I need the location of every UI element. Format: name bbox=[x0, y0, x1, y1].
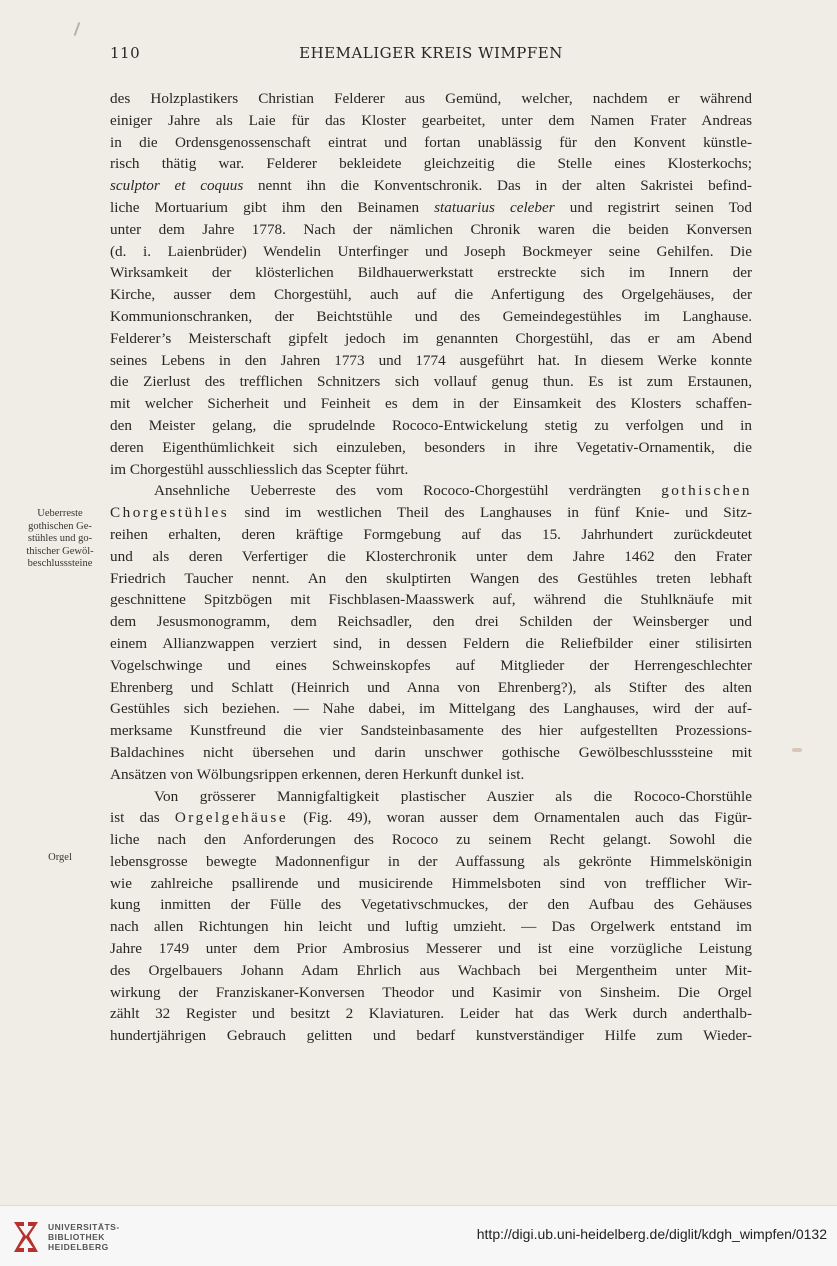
text-line: in die Ordensgenossenschaft eintrat und fortan unablässig für den Konvent künstle- bbox=[110, 133, 752, 151]
text-segment: und registrirt seinen Tod bbox=[554, 198, 752, 216]
text-line bbox=[110, 175, 752, 197]
italic-phrase: sculptor et coquus bbox=[110, 177, 244, 195]
text-line: Friedrich Taucher nennt. An den skulptirten Wangen des Gestühles treten lebhaft bbox=[110, 569, 752, 587]
text-line: den Meister gelang, die sprudelnde Rococo-Entwickelung stetig zu verfolgen und in bbox=[110, 416, 752, 434]
text-line: unter dem Jahre 1778. Nach der nämlichen Chronik waren die beiden Konversen bbox=[110, 220, 752, 238]
library-name-line: HEIDELBERG bbox=[48, 1242, 109, 1252]
text-line: liche nach den Anforderungen des Rococo zu seinem Recht gelangt. Sowohl die bbox=[110, 831, 752, 849]
text-line: geschnittene Spitzbögen mit Fischblasen-Maasswerk auf, während die Stuhlknäufe mit bbox=[110, 591, 752, 609]
text-line: Gestühles sich beziehen. — Nahe dabei, im Mittelgang des Langhauses, wird der auf- bbox=[110, 700, 752, 718]
text-line: reihen erhalten, deren kräftige Formgebung auf das 15. Jahrhundert zurückdeutet bbox=[110, 525, 752, 543]
margin-note-line: thischer Gewöl- bbox=[26, 545, 94, 557]
text-line: merksame Kunstfreund die vier Sandsteinbasamente des hier aufgestellten Prozessions- bbox=[110, 722, 752, 740]
text-segment: (Fig. 49), woran ausser dem Ornamentalen auch das Figür- bbox=[288, 809, 752, 827]
text-segment: Ansehnliche Ueberreste des vom Rococo-Chorgestühl verdrängten bbox=[154, 482, 662, 500]
text-line: des Orgelbauers Johann Adam Ehrlich aus Wachbach bei Mergentheim unter Mit- bbox=[110, 961, 752, 979]
margin-note-line: stühles und go- bbox=[27, 533, 93, 544]
margin-note-line: beschlusssteine bbox=[27, 558, 93, 569]
text-line: Wirksamkeit der klösterlichen Bildhauerwerkstatt erstreckte sich im Innern der bbox=[110, 264, 752, 282]
text-line: im Chorgestühl ausschliesslich das Scepter führt. bbox=[110, 460, 409, 478]
text-line: mit welcher Sicherheit und Feinheit es dem in der Einsamkeit des Klosters schaffen- bbox=[110, 395, 752, 413]
text-line: einem Allianzwappen verziert sind, in dessen Feldern die Reliefbilder einer stilisirten bbox=[110, 634, 752, 652]
text-line: seines Lebens in den Jahren 1773 und 1774 ausgeführt hat. In diesem Werke konnte bbox=[110, 351, 752, 369]
text-line: nach allen Richtungen hin leicht und luftig umzieht. — Das Orgelwerk entstand im bbox=[110, 918, 752, 936]
library-name-line: BIBLIOTHEK bbox=[48, 1232, 105, 1242]
text-line: Von grösserer Mannigfaltigkeit plastischer Auszier als die Rococo-Chorstühle bbox=[154, 787, 752, 805]
margin-note-line: Ueberreste bbox=[37, 508, 83, 519]
text-line: dem Jesusmonogramm, dem Reichsadler, den drei Schilden der Weinsberger und bbox=[110, 613, 752, 631]
ub-heidelberg-logo-icon[interactable] bbox=[10, 1216, 40, 1258]
spaced-keyword: Chorgestühles bbox=[110, 504, 230, 522]
text-line: Kirche, ausser dem Chorgestühl, auch auf die Anfertigung des Orgelgehäuses, der bbox=[110, 286, 752, 304]
text-line: risch thätig war. Felderer bekleidete gleichzeitig die Stelle eines Klosterkochs; bbox=[110, 155, 752, 173]
text-segment: liche Mortuarium gibt ihm den Beinamen bbox=[110, 198, 435, 216]
text-segment: ist das bbox=[110, 809, 175, 827]
margin-note-line: gothischen Ge- bbox=[28, 520, 92, 532]
pencil-mark bbox=[74, 22, 81, 36]
text-segment: nennt ihn die Konventschronik. Das in der alten Sakristei befind- bbox=[243, 177, 752, 195]
text-line: Felderer’s Meisterschaft gipfelt jedoch im genannten Chorgestühl, das er am Abend bbox=[110, 329, 752, 347]
permalink-url[interactable]: http://digi.ub.uni-heidelberg.de/diglit/kdgh_wimpfen/0132 bbox=[476, 1226, 827, 1242]
body-text bbox=[110, 88, 752, 1047]
ink-blot bbox=[792, 748, 802, 752]
text-line: Vogelschwinge und eines Schweinskopfes auf Mitglieder der Herrengeschlechter bbox=[110, 656, 752, 674]
running-head bbox=[110, 44, 752, 66]
margin-note-orgel bbox=[20, 852, 100, 865]
text-line: Ehrenberg und Schlatt (Heinrich und Anna von Ehrenberg?), als Stifter des alten bbox=[110, 678, 752, 696]
text-line: lebensgrosse bewegte Madonnenfigur in der Auffassung als gekrönte Himmelskönigin bbox=[110, 852, 752, 870]
footer-bar bbox=[0, 1205, 837, 1266]
text-line: zählt 32 Register und besitzt 2 Klaviaturen. Leider hat das Werk durch anderthalb- bbox=[110, 1005, 752, 1023]
spaced-keyword: Orgelgehäuse bbox=[174, 809, 289, 827]
text-line bbox=[110, 197, 752, 219]
text-line: einiger Jahre als Laie für das Kloster gearbeitet, unter dem Namen Frater Andreas bbox=[110, 111, 752, 129]
text-line: Ansätzen von Wölbungsrippen erkennen, deren Herkunft dunkel ist. bbox=[110, 765, 525, 783]
margin-note-line: Orgel bbox=[48, 852, 72, 863]
page-number: 110 bbox=[110, 44, 141, 62]
spaced-keyword: gothischen bbox=[661, 482, 752, 500]
margin-note-ueberreste bbox=[20, 508, 100, 571]
text-line: hundertjährigen Gebrauch gelitten und bedarf kunstverständiger Hilfe zum Wieder- bbox=[110, 1027, 752, 1045]
text-line: des Holzplastikers Christian Felderer aus Gemünd, welcher, nachdem er während bbox=[110, 90, 752, 107]
library-name-line: UNIVERSITÄTS- bbox=[48, 1222, 120, 1232]
text-line: (d. i. Laienbrüder) Wendelin Unterfinger und Joseph Bockmeyer seine Gehilfen. Die bbox=[110, 242, 752, 260]
text-line bbox=[110, 502, 752, 524]
text-line: wirkung der Franziskaner-Konversen Theodor und Kasimir von Sinsheim. Die Orgel bbox=[110, 983, 752, 1001]
page-title: EHEMALIGER KREIS WIMPFEN bbox=[299, 44, 563, 62]
text-line bbox=[110, 480, 752, 502]
text-line: Baldachines nicht übersehen und darin unschwer gothische Gewölbeschlusssteine mit bbox=[110, 743, 752, 761]
text-line: deren Eigenthümlichkeit sich einzuleben, besonders in ihre Vegetativ-Ornamentik, die bbox=[110, 438, 752, 456]
text-line: die Zierlust des trefflichen Schnitzers sich vollauf genug thun. Es ist zum Erstaunen, bbox=[110, 373, 752, 391]
text-line: Jahre 1749 unter dem Prior Ambrosius Messerer und ist eine vorzügliche Leistung bbox=[110, 940, 752, 958]
text-segment: sind im westlichen Theil des Langhauses in fünf Knie- und Sitz- bbox=[229, 504, 752, 522]
italic-phrase: statuarius celeber bbox=[434, 198, 555, 216]
text-line: und als deren Verfertiger die Klosterchronik unter dem Jahre 1462 den Frater bbox=[110, 547, 752, 565]
text-line: wie zahlreiche psallirende und musicirende Himmelsboten sind von trefflicher Wir- bbox=[110, 874, 752, 892]
text-line: kung inmitten der Fülle des Vegetativschmuckes, der den Aufbau des Gehäuses bbox=[110, 896, 752, 914]
library-name bbox=[48, 1222, 120, 1252]
text-line bbox=[110, 807, 752, 829]
text-line: Kommunionschranken, der Beichtstühle und des Gemeindegestühles im Langhause. bbox=[110, 307, 752, 325]
